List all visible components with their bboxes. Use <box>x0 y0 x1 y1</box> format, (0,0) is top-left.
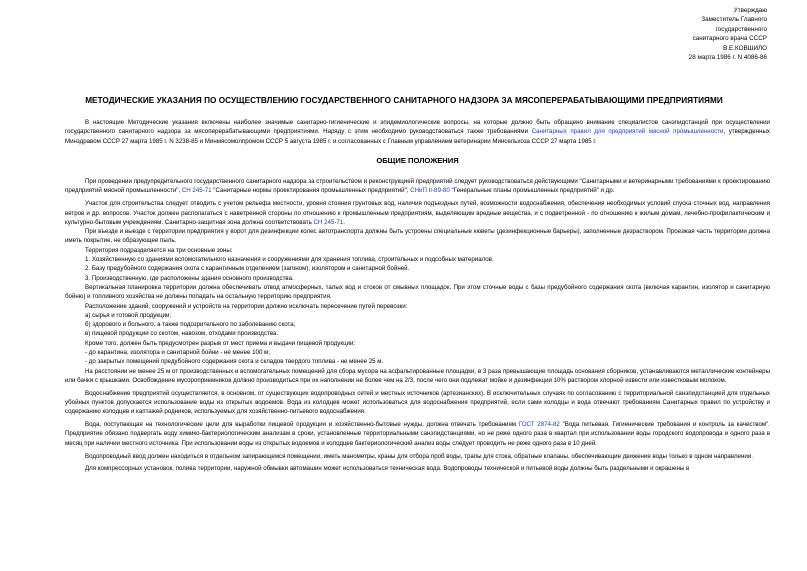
paragraph-6: Расположение зданий, сооружений и устройств на территории должно исключать пересечение путей перевозки: <box>85 302 408 310</box>
snip-ii-89-80-link[interactable]: СНиП II-89-80 <box>410 187 450 195</box>
approval-block <box>637 6 767 62</box>
route-item: а) сырья и готовой продукции; <box>85 311 172 319</box>
gap-item: - до карантина, изолятора и санитарной бойни - не менее 100 м; <box>85 349 270 357</box>
text-span: , утвержденных Минздравом СССР 27 марта 1985 г. N 3238-85 и Минмясомолпромом СССР 5 августа 1985 г. и согласованных с Главным управлением ветеринарии Минсельхоза СССР 27 марта 1985 г. <box>65 128 770 145</box>
paragraph-7: Кроме того, должен быть предусмотрен разрыв от мест приема и выдачи пищевой продукции: <box>85 339 356 347</box>
paragraph-5: Вертикальная планировка территории должна обеспечивать отвод атмосферных, талых вод и стоков от смывных площадок. При этом сточные воды с базы предубойного содержания скота (включая карантин, изолятор и санитарную бойню) и топливного хозяйства не должны попадать на остальную территорию предприятия. <box>65 283 770 301</box>
paragraph-11: Водопроводный ввод должен находиться в отдельном запирающемся помещении, иметь манометры, краны для отбора проб воды, трапы для стока, обратные клапаны, обеспечивающие движение воды только в одном направлении. <box>85 452 753 460</box>
zone-item: 3. Производственную, где расположены здания основного производства. <box>85 274 294 282</box>
sn-245-71-link[interactable]: СН 245-71 <box>313 218 344 226</box>
paragraph-1 <box>65 177 770 196</box>
text-span: "Санитарные нормы проектирования промышленных предприятий", <box>211 187 411 195</box>
paragraph-2 <box>65 199 770 227</box>
sanitary-rules-link[interactable]: Санитарных правил для предприятий мясной промышленности <box>531 128 724 136</box>
document-body <box>65 118 770 474</box>
route-item: б) здорового и больного, а также подозрительного по заболеванию скота; <box>85 321 296 329</box>
text-span: При проведении предупредительного государственного санитарного надзора за строительством и реконструкцией предприятий следует руководствоваться действующими "Санитарными и ветеринарными требованиями к проектированию предприятий мясной промышленности", <box>65 178 770 195</box>
sn-245-71-link[interactable]: СН 245-71 <box>181 187 212 195</box>
approval-line: Заместитель Главного <box>701 16 767 24</box>
approval-line: В.Е.КОВШИЛО <box>723 44 767 52</box>
approval-line: государственного <box>715 25 767 33</box>
text-span: Участок для строительства следует отводить с учетом рельефа местности, уровня стояния грунтовых вод, наличия подъездных путей, возможности водоснабжения, обеспечения необходимых условий спуска сточных вод, направления ветров и др. вопросов. Участок должен располагаться с наветренной стороны по отношению к промышленным предприятиям, выделяющим вредные вещества, и с подветренной - по отношению к жилым домам, лечебно-профилактическим и культурно-бытовым учреждениям. Санитарно-защитная зона должна соответствовать <box>65 200 770 226</box>
document-title: МЕТОДИЧЕСКИЕ УКАЗАНИЯ ПО ОСУЩЕСТВЛЕНИЮ ГОСУДАРСТВЕННОГО САНИТАРНОГО НАДЗОРА ЗА МЯСОПЕРЕРАБАТЫВАЮЩИМИ ПРЕДПРИЯТИЯМИ <box>85 96 723 105</box>
approval-line: Утверждаю <box>733 7 767 14</box>
text-span: В настоящие Методические указания включены наиболее значимые санитарно-гигиенические и эпидемиологические вопросы, на которые должно быть обращено внимание специалистов санэпидстанций при осуществлении государственного санитарного надзора за мясоперерабатывающими предприятиями. Наряду с этим необходимо руководствоваться также требованиями <box>65 119 770 136</box>
paragraph-3: При въезде и выезде с территории предприятия у ворот для дезинфекции колес автотранспорта должны быть устроены специальные кюветы (дезинфекционные барьеры), заполненные дезраствором. Проезжая часть территории должна иметь покрытие, не образующее пыль. <box>65 228 770 245</box>
paragraph-10 <box>65 420 770 448</box>
section-title: ОБЩИЕ ПОЛОЖЕНИЯ <box>376 155 459 165</box>
approval-line: санитарного врача СССР <box>692 35 767 43</box>
text-span: Вода, поступающая на технологические цели для выработки пищевой продукции и хозяйственно-бытовые нужды, должна отвечать требованиям <box>85 421 519 429</box>
text-span: "Вода питьевая. Гигиенические требования и контроль за качеством". Предприятие обязано подвергать воду химико-бактериологическим анализам в сроки, установленные территориальными санэпидстанциями, но не реже одного раза в квартал при использовании воды городского водопровода и одного раза в месяц при наличии местного источника. При использовании воды из открытых водоемов и колодцев бактериологический анализ воды следует проводить не реже одного раза в 10 дней. <box>65 421 770 447</box>
zone-item: 2. Базу предубойного содержания скота с карантинным отделением (загоном), изолятором и санитарной бойней. <box>85 265 410 273</box>
gap-item: - до закрытых помещений предубойного содержания скота и складов твердого топлива - не менее 25 м. <box>85 358 384 366</box>
text-span: "Генеральные планы промышленных предприятий" и др. <box>449 187 615 195</box>
route-item: в) пищевой продукции со скотом, навозом, отходами производства. <box>85 330 279 338</box>
paragraph-8: На расстоянии не менее 25 м от производственных и вспомогательных помещений для сбора мусора на асфальтированные площадки, в 3 раза превышающие площадь основания сборников, устанавливаются металлические контейнеры или бачки с крышками. Освобождение мусороприемников должно производиться при их наполнении не более чем на 2/3, после чего они подлежат мойке и дезинфекции 10% раствором хлорной извести или известковым молоком. <box>65 367 770 384</box>
paragraph-4: Территория подразделяется на три основные зоны: <box>85 246 233 254</box>
approval-line: 28 марта 1986 г. N 4086-86 <box>688 54 767 62</box>
zone-item: 1. Хозяйственную со зданиями вспомогательного назначения и сооружениями для хранения топлива, строительных и подсобных материалов. <box>85 256 494 264</box>
intro-paragraph <box>65 118 770 146</box>
gost-2874-82-link[interactable]: ГОСТ 2874-82 <box>518 421 560 429</box>
paragraph-9: Водоснабжение предприятий осуществляется, в основном, от существующих водопроводных сетей и местных источников (артезианских). В исключительных случаях по согласованию с территориальной санэпидстанцией для отдельных убойных пунктов допускается использование воды из открытых водоемов. Вода из колодцев может использоваться для водоснабжения предприятий, если сами колодцы и вода отвечают требованиям Санитарных правил по устройству и содержанию колодцев и каптажей родников, используемых для хозяйственно-питьевого водоснабжения. <box>65 389 770 416</box>
paragraph-12: Для компрессорных установок, полива территории, наружной обмывки автомашин может использоваться техническая вода. Водопроводы технической и питьевой воды должны быть раздельными и окрашены в <box>85 465 690 473</box>
text-span: . <box>343 218 345 226</box>
